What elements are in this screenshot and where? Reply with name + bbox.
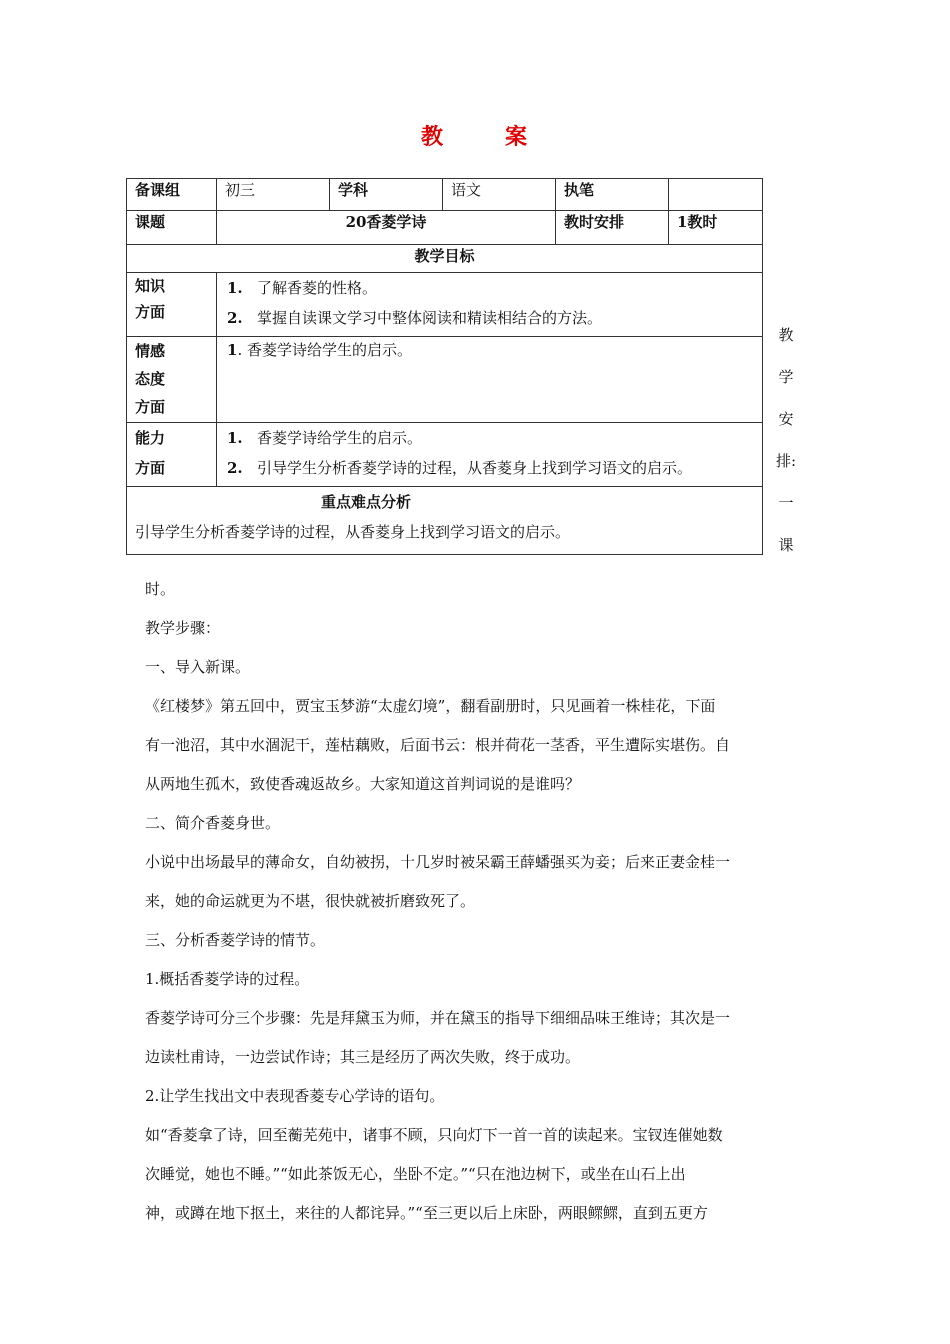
key-points-header: 重点难点分析 (321, 493, 412, 511)
paragraph: 教学步骤： (145, 619, 221, 637)
list-item: 2. 掌握自读课文学习中整体阅读和精读相结合的方法。 (227, 309, 603, 327)
schedule-note-vertical: 教 学 安 排: 一 课 (775, 326, 797, 554)
paragraph: 《红楼梦》第五回中，贾宝玉梦游“太虚幻境”，翻看副册时，只见画着一株桂花，下面 (145, 697, 716, 715)
value-group: 初三 (217, 179, 330, 211)
key-points-cell (127, 487, 763, 555)
knowledge-content (217, 273, 763, 337)
ability-label: 能力 方面 (127, 423, 217, 487)
label-periods: 教时安排 (556, 211, 669, 245)
paragraph: 一、导入新课。 (145, 658, 251, 676)
paragraph: 小说中出场最早的薄命女，自幼被拐，十几岁时被呆霸王薛蟠强买为妾；后来正妻金桂一 (145, 853, 731, 871)
lesson-plan-table (126, 178, 763, 555)
key-points-text: 引导学生分析香菱学诗的过程，从香菱身上找到学习语文的启示。 (135, 523, 571, 541)
label-author: 执笔 (556, 179, 669, 211)
goal-header: 教学目标 (127, 245, 763, 273)
paragraph: 次睡觉，她也不睡。”“如此茶饭无心，坐卧不定。”“只在池边树下，或坐在山石上出 (145, 1165, 686, 1183)
list-item: 1. 了解香菱的性格。 (227, 279, 378, 297)
emotion-label: 情感 态度 方面 (127, 337, 217, 423)
table-row (127, 273, 763, 337)
list-item: 1. 香菱学诗给学生的启示。 (227, 429, 423, 447)
table-row (127, 423, 763, 487)
table-row (127, 337, 763, 423)
lesson-body (145, 570, 805, 1233)
table-row (127, 487, 763, 555)
paragraph: 时。 (145, 580, 176, 598)
paragraph: 有一池沼，其中水涸泥干，莲枯藕败，后面书云：根并荷花一茎香，平生遭际实堪伤。自 (145, 736, 731, 754)
emotion-content (217, 337, 763, 423)
table-row (127, 211, 763, 245)
paragraph: 2.让学生找出文中表现香菱专心学诗的语句。 (145, 1087, 445, 1105)
list-item: 2. 引导学生分析香菱学诗的过程，从香菱身上找到学习语文的启示。 (227, 459, 693, 477)
table-row (127, 179, 763, 211)
paragraph: 二、简介香菱身世。 (145, 814, 281, 832)
paragraph: 神，或蹲在地下抠土，来往的人都诧异。”“至三更以后上床卧，两眼鳏鳏，直到五更方 (145, 1204, 708, 1222)
page-title: 教 案 (420, 124, 530, 150)
ability-content (217, 423, 763, 487)
value-author (669, 179, 763, 211)
paragraph: 三、分析香菱学诗的情节。 (145, 931, 326, 949)
paragraph: 香菱学诗可分三个步骤：先是拜黛玉为师，并在黛玉的指导下细细品味王维诗；其次是一 (145, 1009, 731, 1027)
paragraph: 边读杜甫诗，一边尝试作诗；其三是经历了两次失败，终于成功。 (145, 1048, 581, 1066)
paragraph: 如“香菱拿了诗，回至蘅芜苑中，诸事不顾，只向灯下一首一首的读起来。宝钗连催她数 (145, 1126, 723, 1144)
value-periods: 1教时 (669, 211, 763, 245)
table-row (127, 245, 763, 273)
paragraph: 来，她的命运就更为不堪，很快就被折磨致死了。 (145, 892, 476, 910)
label-topic: 课题 (127, 211, 217, 245)
paragraph: 1.概括香菱学诗的过程。 (145, 970, 310, 988)
label-subject: 学科 (330, 179, 443, 211)
paragraph: 从两地生孤木，致使香魂返故乡。大家知道这首判词说的是谁吗？ (145, 775, 581, 793)
value-topic: 20香菱学诗 (217, 211, 556, 245)
list-item: 1. 香菱学诗给学生的启示。 (227, 341, 412, 359)
label-group: 备课组 (127, 179, 217, 211)
value-subject: 语文 (443, 179, 556, 211)
knowledge-label: 知识 方面 (127, 273, 217, 337)
